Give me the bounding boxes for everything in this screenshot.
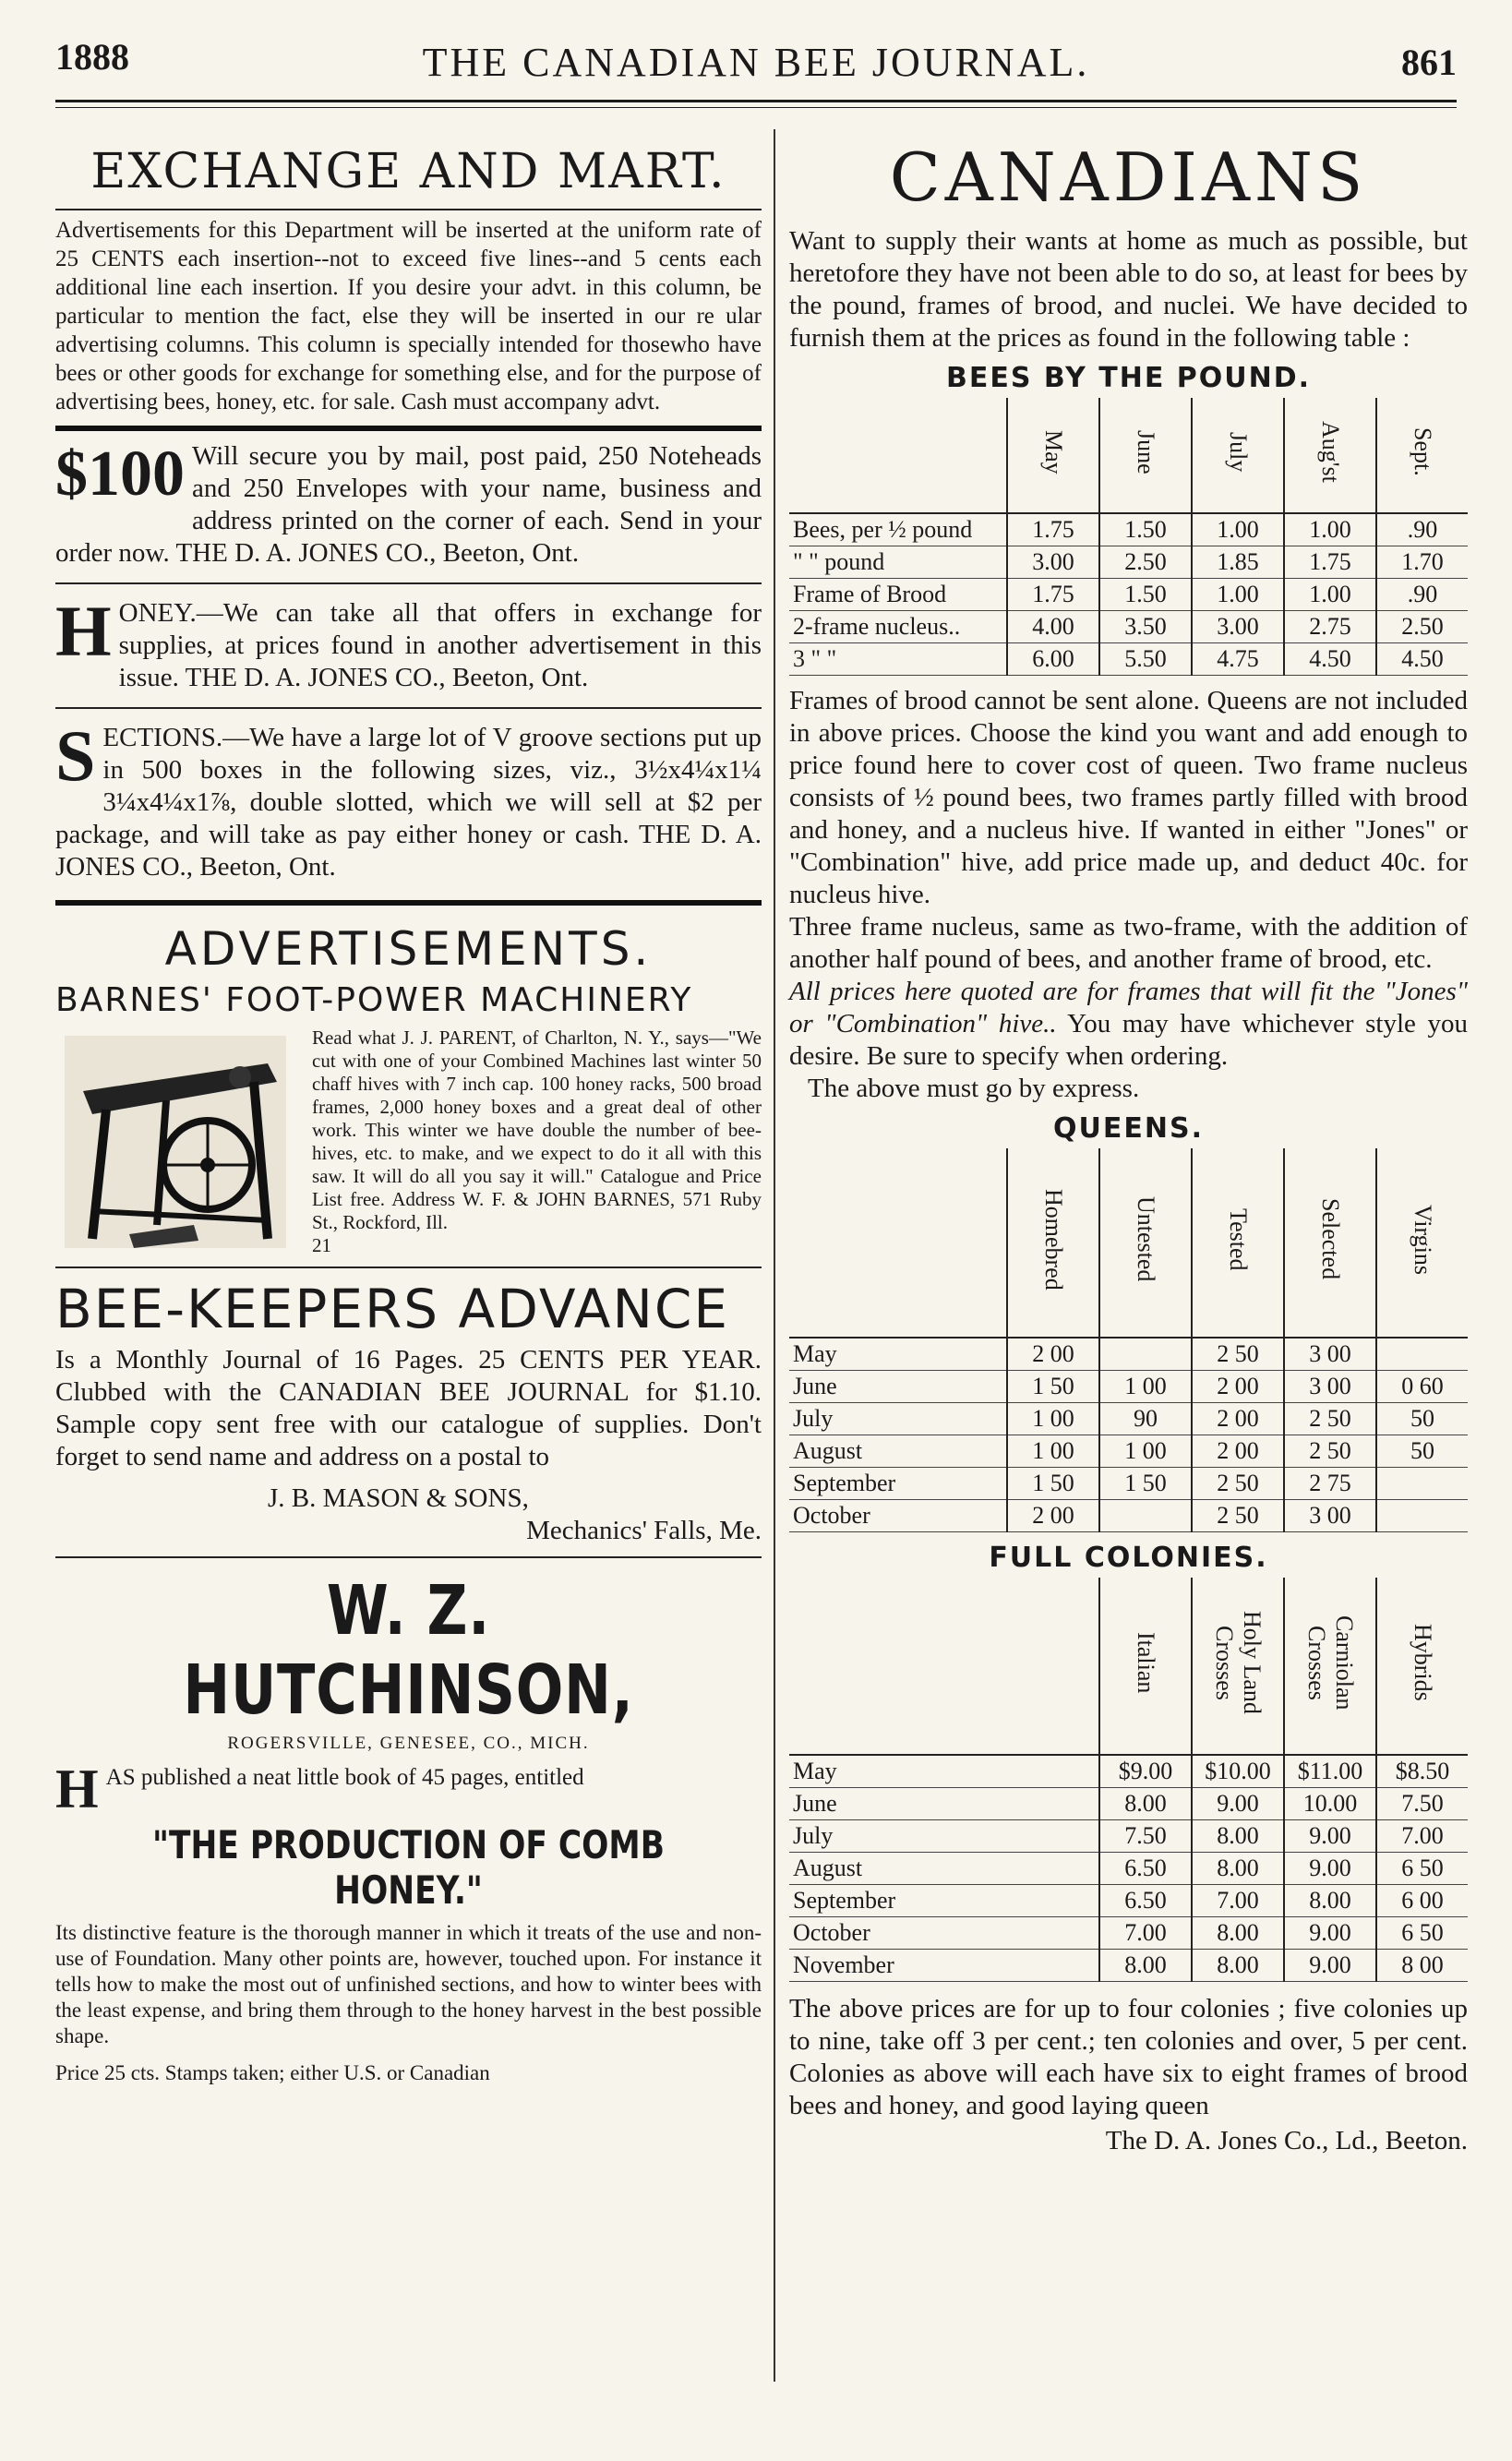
column-header bbox=[1192, 1578, 1284, 1755]
table-row bbox=[789, 1950, 1468, 1982]
price-cell: 8.00 bbox=[1284, 1885, 1376, 1917]
colonies-table-heading: FULL COLONIES. bbox=[989, 1542, 1268, 1574]
canadians-notes3 bbox=[789, 976, 1468, 1073]
price-cell: 9.00 bbox=[1284, 1820, 1376, 1853]
divider bbox=[55, 1556, 762, 1558]
barnes-ref: 21 bbox=[312, 1234, 331, 1256]
ad-sections-initial: S bbox=[55, 722, 96, 796]
notes3-italic: All prices here quoted are for frames that will fit the "Jones" or "Combination" hive.. bbox=[789, 977, 1468, 1038]
row-label: May bbox=[789, 1755, 1099, 1788]
price-cell: 1 00 bbox=[1007, 1435, 1099, 1468]
table-row bbox=[789, 1788, 1468, 1820]
column-header-label: Carniolan Crosses bbox=[1303, 1615, 1358, 1711]
canadians-signature: The D. A. Jones Co., Ld., Beeton. bbox=[1105, 2126, 1468, 2155]
price-cell: 6.50 bbox=[1099, 1885, 1192, 1917]
column-header bbox=[1192, 1148, 1284, 1338]
price-cell: 2 50 bbox=[1284, 1403, 1376, 1435]
price-cell: 4.00 bbox=[1007, 611, 1099, 643]
price-cell: 9.00 bbox=[1284, 1917, 1376, 1950]
column-header-label: May bbox=[1040, 429, 1067, 474]
price-cell: .90 bbox=[1376, 579, 1468, 611]
price-cell: 2 00 bbox=[1007, 1338, 1099, 1371]
price-cell: 1.75 bbox=[1007, 579, 1099, 611]
column-header bbox=[1376, 1148, 1468, 1338]
column-header-label: Hybrids bbox=[1410, 1624, 1436, 1701]
hutchinson-price: Price 25 cts. Stamps taken; either U.S. or Canadian bbox=[55, 2061, 490, 2084]
row-label: September bbox=[789, 1885, 1099, 1917]
price-cell: 1.50 bbox=[1099, 579, 1192, 611]
price-cell: .90 bbox=[1376, 513, 1468, 546]
table-header-row bbox=[789, 398, 1468, 513]
price-cell: 3.50 bbox=[1099, 611, 1192, 643]
price-cell: 1.00 bbox=[1192, 579, 1284, 611]
ad-100-text: Will secure you by mail, post paid, 250 Noteheads and 250 Envelopes with your name, business and address printed on the corner of each. Send in your order now. THE D. A. JONES CO., Beeton, Ont. bbox=[55, 441, 762, 568]
table-row bbox=[789, 1371, 1468, 1403]
price-cell: 1.70 bbox=[1376, 546, 1468, 579]
column-header-label: Tested bbox=[1225, 1207, 1252, 1271]
price-cell: 6 50 bbox=[1376, 1917, 1468, 1950]
row-label: October bbox=[789, 1917, 1099, 1950]
header-rule bbox=[55, 100, 1457, 102]
row-label: Frame of Brood bbox=[789, 579, 1007, 611]
header-rule-thin bbox=[55, 107, 1457, 108]
price-cell: 50 bbox=[1376, 1403, 1468, 1435]
table-corner bbox=[789, 1578, 1099, 1755]
price-cell bbox=[1099, 1500, 1192, 1532]
price-cell: 9.00 bbox=[1284, 1950, 1376, 1982]
price-cell: 2 00 bbox=[1192, 1371, 1284, 1403]
canadians-notes: Frames of brood cannot be sent alone. Queens are not included in above prices. Choose the kind you want and add enough to price found here to cover cost of queen. Two frame nucleus consists of ½ pound bees, two frames partly filled with brood and honey, and a nucleus hive. If wanted in either "Jones" or "Combination" hive, add price made up, and deduct 40c. for nucleus hive. bbox=[789, 686, 1468, 909]
canadians-closing: The above prices are for up to four colonies ; five colonies up to nine, take off 3 per cent.; ten colonies and over, 5 per cent. Colonies as above will each have six to eight frames of brood bees and honey, and good laying queen bbox=[789, 1994, 1468, 2120]
price-cell: 9.00 bbox=[1192, 1788, 1284, 1820]
price-cell: 2 50 bbox=[1192, 1500, 1284, 1532]
row-label: May bbox=[789, 1338, 1007, 1371]
queens-price-table bbox=[789, 1148, 1468, 1532]
divider bbox=[55, 582, 762, 584]
canadians-intro: Want to supply their wants at home as much as possible, but heretofore they have not been able to do so, at least for bees by the pound, frames of brood, and nuclei. We have decided to furnish them at the prices as found in the following table : bbox=[789, 226, 1468, 353]
row-label: October bbox=[789, 1500, 1007, 1532]
table-row bbox=[789, 643, 1468, 676]
column-header bbox=[1284, 1148, 1376, 1338]
column-header-label: June bbox=[1133, 429, 1159, 474]
barnes-ad bbox=[55, 1026, 762, 1257]
price-cell: 2 00 bbox=[1192, 1403, 1284, 1435]
table-row bbox=[789, 546, 1468, 579]
colonies-price-table bbox=[789, 1578, 1468, 1982]
column-header-label: July bbox=[1225, 431, 1252, 473]
price-cell: 1.75 bbox=[1284, 546, 1376, 579]
price-cell: 8.00 bbox=[1192, 1853, 1284, 1885]
ad-sections-text: ECTIONS.—We have a large lot of V groove sections put up in 500 boxes in the following sizes, viz., 3½x4¼x1¼ 3¼x4¼x1⅞, double slotted, which we will sell at $2 per package, and will take as pay either honey or cash. THE D. A. JONES CO., Beeton, Ont. bbox=[55, 723, 762, 882]
divider bbox=[55, 900, 762, 906]
bka-sig2: Mechanics' Falls, Me. bbox=[526, 1516, 762, 1545]
bees-table-heading: BEES BY THE POUND. bbox=[945, 362, 1312, 394]
bees-price-table bbox=[789, 398, 1468, 676]
price-cell: 90 bbox=[1099, 1403, 1192, 1435]
price-cell bbox=[1376, 1468, 1468, 1500]
price-cell: 7.00 bbox=[1376, 1820, 1468, 1853]
price-cell: 7.50 bbox=[1099, 1820, 1192, 1853]
hutchinson-intro-text: AS published a neat little book of 45 pages, entitled bbox=[105, 1765, 584, 1790]
column-header bbox=[1192, 398, 1284, 513]
price-cell: 9.00 bbox=[1284, 1853, 1376, 1885]
row-label: August bbox=[789, 1853, 1099, 1885]
advertisements-heading: ADVERTISEMENTS. bbox=[164, 922, 653, 976]
column-header bbox=[1284, 1578, 1376, 1755]
row-label: November bbox=[789, 1950, 1099, 1982]
table-row bbox=[789, 513, 1468, 546]
price-cell: 3 00 bbox=[1284, 1371, 1376, 1403]
price-cell: 1.00 bbox=[1284, 513, 1376, 546]
price-cell: 4.50 bbox=[1284, 643, 1376, 676]
page-year: 1888 bbox=[55, 36, 129, 78]
barnes-text: Read what J. J. PARENT, of Charlton, N. Y., says—"We cut with one of your Combined Machines last winter 50 chaff hives with 7 inch cap. 100 honey racks, 500 broad frames, 2,000 honey boxes and a great deal of other work. This winter we have double the number of bee-hives, etc. to make, and we expect to do it all with this saw. It will do all you say it will." Catalogue and Price List free. Address W. F. & JOHN BARNES, 571 Ruby St., Rockford, Ill. bbox=[312, 1026, 762, 1233]
price-cell: 2.75 bbox=[1284, 611, 1376, 643]
exchange-heading: EXCHANGE AND MART. bbox=[90, 144, 726, 199]
price-cell bbox=[1376, 1500, 1468, 1532]
price-cell: 1.00 bbox=[1284, 579, 1376, 611]
ad-honey-initial: H bbox=[55, 597, 112, 671]
price-cell: 1.75 bbox=[1007, 513, 1099, 546]
price-cell: 8.00 bbox=[1099, 1950, 1192, 1982]
table-row bbox=[789, 611, 1468, 643]
row-label: July bbox=[789, 1403, 1007, 1435]
table-corner bbox=[789, 398, 1007, 513]
price-cell: 1.50 bbox=[1099, 513, 1192, 546]
foot-power-saw-illustration bbox=[55, 1026, 295, 1257]
bka-text: Is a Monthly Journal of 16 Pages. 25 CENTS PER YEAR. Clubbed with the CANADIAN BEE JOURNAL for $1.10. Sample copy sent free with our catalogue of supplies. Don't forget to send name and address on a postal to bbox=[55, 1345, 762, 1471]
price-cell: 1 50 bbox=[1007, 1468, 1099, 1500]
table-row bbox=[789, 1468, 1468, 1500]
price-cell: 8.00 bbox=[1192, 1820, 1284, 1853]
row-label: 3 " " bbox=[789, 643, 1007, 676]
divider bbox=[55, 1267, 762, 1268]
left-column bbox=[55, 138, 762, 2087]
table-row bbox=[789, 1755, 1468, 1788]
table-header-row bbox=[789, 1578, 1468, 1755]
bka-heading: BEE-KEEPERS ADVANCE bbox=[55, 1278, 730, 1340]
column-header bbox=[1284, 398, 1376, 513]
price-cell: $11.00 bbox=[1284, 1755, 1376, 1788]
price-cell bbox=[1376, 1338, 1468, 1371]
journal-title: THE CANADIAN BEE JOURNAL. bbox=[422, 40, 1090, 85]
price-cell: 2.50 bbox=[1376, 611, 1468, 643]
price-cell bbox=[1099, 1338, 1192, 1371]
table-row bbox=[789, 1820, 1468, 1853]
column-header bbox=[1099, 1578, 1192, 1755]
price-cell: 1 00 bbox=[1099, 1371, 1192, 1403]
price-cell: 3 00 bbox=[1284, 1338, 1376, 1371]
right-column bbox=[789, 138, 1468, 2156]
canadians-heading: CANADIANS bbox=[889, 138, 1368, 216]
row-label: June bbox=[789, 1788, 1099, 1820]
price-cell: 3 00 bbox=[1284, 1500, 1376, 1532]
price-cell: 7.00 bbox=[1192, 1885, 1284, 1917]
price-cell: 10.00 bbox=[1284, 1788, 1376, 1820]
ad-sections bbox=[55, 722, 762, 883]
barnes-heading: BARNES' FOOT-POWER MACHINERY bbox=[55, 981, 693, 1019]
price-cell: 2 00 bbox=[1192, 1435, 1284, 1468]
column-header-label: Holy Land Crosses bbox=[1211, 1611, 1266, 1714]
divider bbox=[55, 209, 762, 210]
column-header bbox=[1007, 1148, 1099, 1338]
price-cell: 8.00 bbox=[1099, 1788, 1192, 1820]
hutchinson-location: ROGERSVILLE, GENESEE, CO., MICH. bbox=[227, 1734, 590, 1753]
column-divider bbox=[774, 129, 775, 2382]
price-cell: 0 60 bbox=[1376, 1371, 1468, 1403]
column-header-label: Italian bbox=[1133, 1631, 1159, 1694]
column-header-label: Homebred bbox=[1040, 1188, 1067, 1291]
divider bbox=[55, 707, 762, 709]
price-cell: 1.85 bbox=[1192, 546, 1284, 579]
price-cell: 2 00 bbox=[1007, 1500, 1099, 1532]
ad-100 bbox=[55, 440, 762, 570]
hutchinson-heading: W. Z. HUTCHINSON, bbox=[183, 1571, 634, 1730]
canadians-notes2: Three frame nucleus, same as two-frame, with the addition of another half pound of bees, and another frame of brood, etc. bbox=[789, 912, 1468, 974]
table-row bbox=[789, 1500, 1468, 1532]
canadians-notes4: The above must go by express. bbox=[808, 1074, 1140, 1103]
price-cell: 50 bbox=[1376, 1435, 1468, 1468]
price-cell: $9.00 bbox=[1099, 1755, 1192, 1788]
row-label: June bbox=[789, 1371, 1007, 1403]
row-label: 2-frame nucleus.. bbox=[789, 611, 1007, 643]
price-cell: 6 50 bbox=[1376, 1853, 1468, 1885]
row-label: July bbox=[789, 1820, 1099, 1853]
column-header bbox=[1376, 398, 1468, 513]
price-cell: 4.50 bbox=[1376, 643, 1468, 676]
page-header bbox=[55, 35, 1457, 90]
queens-table-heading: QUEENS. bbox=[1053, 1112, 1204, 1145]
ad-honey bbox=[55, 597, 762, 694]
exchange-text: Advertisements for this Department will be inserted at the uniform rate of 25 CENTS each insertion--not to exceed five lines--and 5 cents each additional line each insertion. If you desire your advt. in this column, be particular to mention the fact, else they will be inserted in our re ular advertising columns. This column is specially intended for thosewho have bees or other goods for exchange for something else, and for the purpose of advertising bees, honey, etc. for sale. Cash must accompany advt. bbox=[55, 218, 762, 414]
table-corner bbox=[789, 1148, 1007, 1338]
price-cell: 7.50 bbox=[1376, 1788, 1468, 1820]
price-cell: 3.00 bbox=[1007, 546, 1099, 579]
price-cell: 2 50 bbox=[1192, 1468, 1284, 1500]
price-cell: 8.00 bbox=[1192, 1950, 1284, 1982]
table-row bbox=[789, 1853, 1468, 1885]
book-title: "THE PRODUCTION OF COMB HONEY." bbox=[152, 1822, 665, 1913]
hutchinson-text: Its distinctive feature is the thorough manner in which it treats of the use and non-use of Foundation. Many other points are, however, touched upon. For instance it tells how to make the most out of unfinished sections, and how to winter bees with the least expense, and bring them through to the honey harvest in the best possible shape. bbox=[55, 1921, 762, 2047]
price-cell: 6.50 bbox=[1099, 1853, 1192, 1885]
price-cell: 6.00 bbox=[1007, 643, 1099, 676]
table-header-row bbox=[789, 1148, 1468, 1338]
column-header-label: Sept. bbox=[1410, 427, 1436, 476]
price-cell: 6 00 bbox=[1376, 1885, 1468, 1917]
price-cell: 1 50 bbox=[1099, 1468, 1192, 1500]
price-cell: 4.75 bbox=[1192, 643, 1284, 676]
price-cell: 2 75 bbox=[1284, 1468, 1376, 1500]
column-header-label: Selected bbox=[1317, 1198, 1344, 1280]
price-cell: 8.00 bbox=[1192, 1917, 1284, 1950]
column-header bbox=[1099, 1148, 1192, 1338]
column-header-label: Virgins bbox=[1410, 1204, 1436, 1275]
price-cell: 1.00 bbox=[1192, 513, 1284, 546]
row-label: Bees, per ½ pound bbox=[789, 513, 1007, 546]
table-row bbox=[789, 1338, 1468, 1371]
column-header bbox=[1376, 1578, 1468, 1755]
row-label: August bbox=[789, 1435, 1007, 1468]
price-cell: $10.00 bbox=[1192, 1755, 1284, 1788]
row-label: " " pound bbox=[789, 546, 1007, 579]
price-cell: 1 00 bbox=[1007, 1403, 1099, 1435]
hutchinson-initial: H bbox=[55, 1761, 99, 1815]
column-header-label: Untested bbox=[1133, 1196, 1159, 1282]
column-header-label: Aug'st bbox=[1317, 421, 1344, 483]
table-row bbox=[789, 1917, 1468, 1950]
table-row bbox=[789, 1403, 1468, 1435]
ad-100-initial: $100 bbox=[55, 440, 185, 510]
hutchinson-intro bbox=[55, 1761, 762, 1815]
price-cell: 7.00 bbox=[1099, 1917, 1192, 1950]
price-cell: $8.50 bbox=[1376, 1755, 1468, 1788]
table-row bbox=[789, 579, 1468, 611]
table-row bbox=[789, 1435, 1468, 1468]
column-header bbox=[1007, 398, 1099, 513]
price-cell: 5.50 bbox=[1099, 643, 1192, 676]
price-cell: 2 50 bbox=[1192, 1338, 1284, 1371]
divider bbox=[55, 426, 762, 431]
price-cell: 3.00 bbox=[1192, 611, 1284, 643]
table-row bbox=[789, 1885, 1468, 1917]
price-cell: 1 50 bbox=[1007, 1371, 1099, 1403]
price-cell: 2 50 bbox=[1284, 1435, 1376, 1468]
row-label: September bbox=[789, 1468, 1007, 1500]
bka-sig1: J. B. MASON & SONS, bbox=[268, 1483, 529, 1513]
column-header bbox=[1099, 398, 1192, 513]
notes3-rest: You may have whichever style you desire. Be sure to specify when ordering. bbox=[789, 1009, 1468, 1071]
price-cell: 8 00 bbox=[1376, 1950, 1468, 1982]
price-cell: 1 00 bbox=[1099, 1435, 1192, 1468]
page-number: 861 bbox=[1401, 42, 1457, 83]
price-cell: 2.50 bbox=[1099, 546, 1192, 579]
ad-honey-text: ONEY.—We can take all that offers in exchange for supplies, at prices found in another advertisement in this issue. THE D. A. JONES CO., Beeton, Ont. bbox=[118, 598, 762, 692]
